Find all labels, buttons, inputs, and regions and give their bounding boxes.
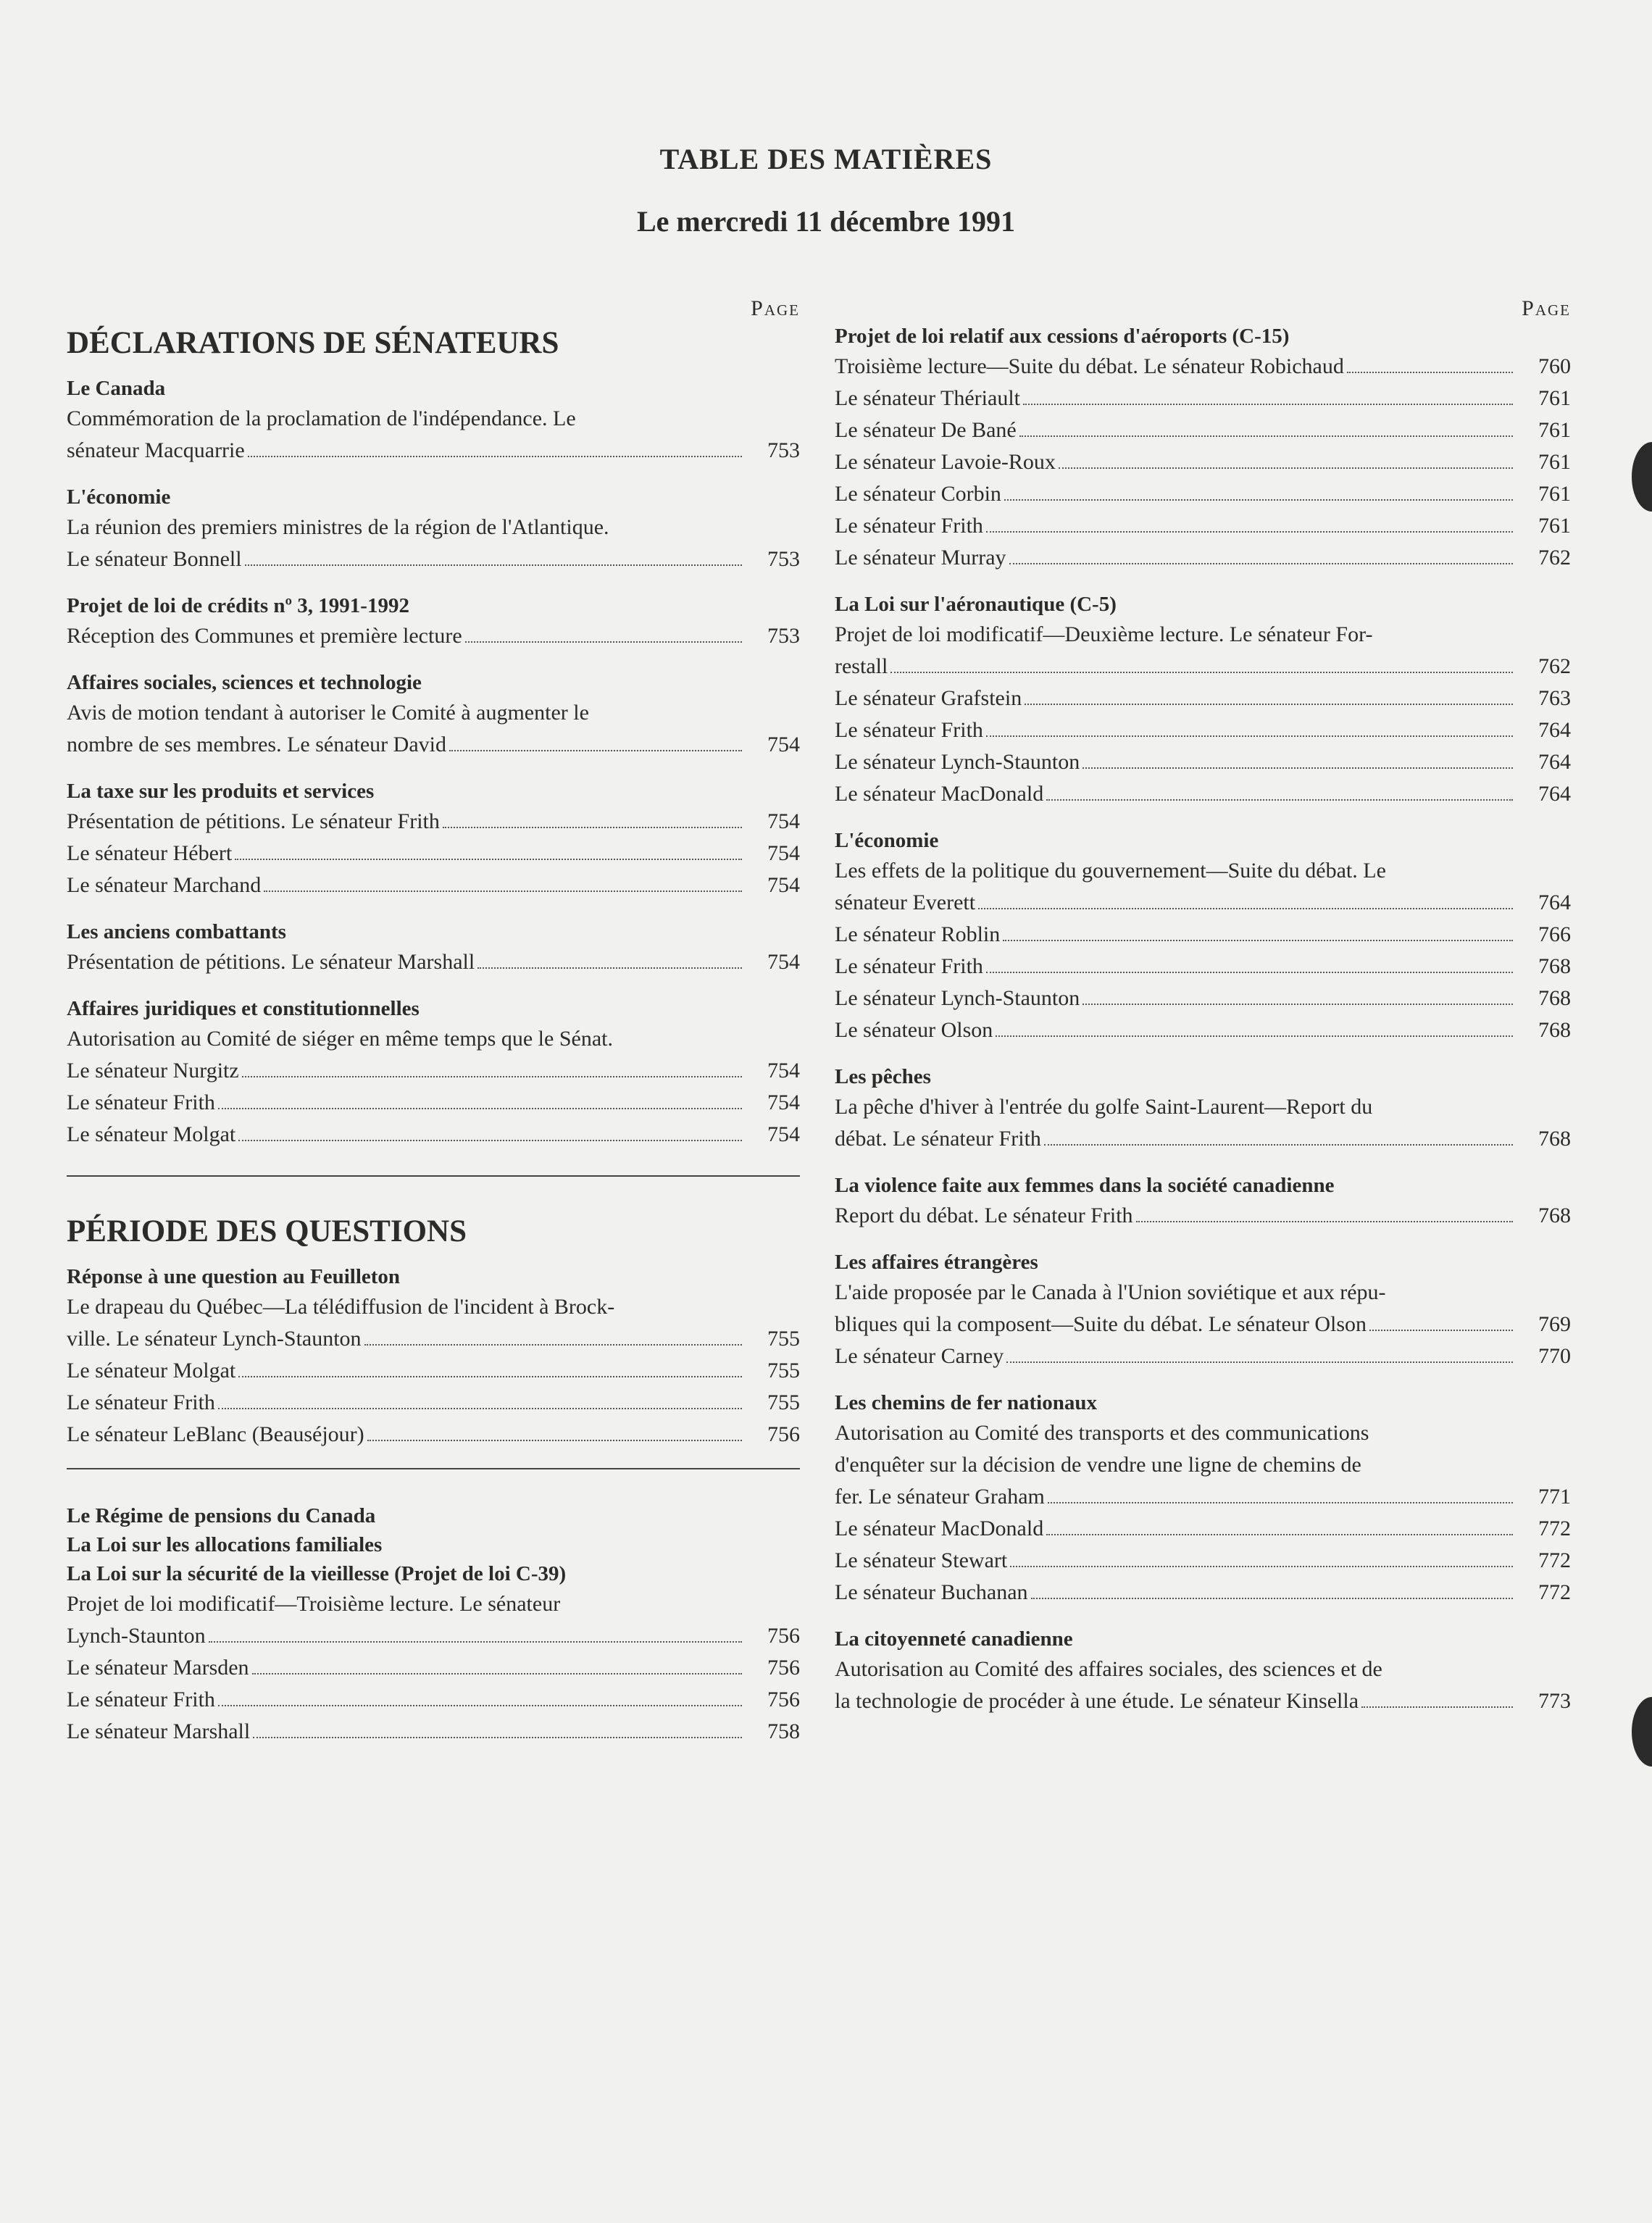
dot-leader xyxy=(1003,939,1513,941)
toc-entry xyxy=(835,1513,1571,1545)
section-title: L'économie xyxy=(67,485,171,509)
entry-text: Le sénateur Buchanan xyxy=(835,1580,1028,1604)
section-title: La citoyenneté canadienne xyxy=(835,1627,1073,1651)
entry-line: Autorisation au Comité des affaires sociales, des sciences et de xyxy=(835,1657,1382,1681)
dot-leader xyxy=(986,971,1513,973)
toc-entry xyxy=(835,478,1571,510)
dot-leader xyxy=(1010,1565,1513,1567)
page-number: 755 xyxy=(767,1327,800,1351)
dot-leader xyxy=(1048,1501,1513,1503)
page-number: 762 xyxy=(1538,654,1571,678)
dot-leader xyxy=(218,1704,742,1706)
toc-entry xyxy=(835,414,1571,446)
section-title: La taxe sur les produits et services xyxy=(67,780,375,803)
page-number: 756 xyxy=(767,1422,800,1446)
toc-entry xyxy=(67,1716,800,1748)
toc-entry xyxy=(67,1087,800,1119)
entry-text: Le sénateur Murray xyxy=(835,546,1006,570)
entry-text: sénateur Everett xyxy=(835,891,976,914)
page-number: 768 xyxy=(1538,954,1571,978)
page-number: 754 xyxy=(767,1122,800,1146)
entry-text: Le sénateur Carney xyxy=(835,1344,1004,1368)
page-number: 761 xyxy=(1538,514,1571,538)
toc-entry xyxy=(835,383,1571,414)
page-number: 763 xyxy=(1538,686,1571,710)
entry-line: Autorisation au Comité des transports et des communications xyxy=(835,1421,1369,1445)
section-divider xyxy=(67,1468,800,1469)
toc-section xyxy=(835,590,1571,810)
toc-section xyxy=(67,668,800,761)
toc-entry xyxy=(835,1481,1571,1513)
entry-text: bliques qui la composent—Suite du débat. Le sénateur Olson xyxy=(835,1312,1367,1336)
entry-text: Le sénateur De Bané xyxy=(835,418,1017,442)
entry-text: ville. Le sénateur Lynch-Staunton xyxy=(67,1327,362,1351)
entry-text: Réception des Communes et première lecture xyxy=(67,624,462,648)
dot-leader xyxy=(218,1107,742,1109)
dot-leader xyxy=(1004,499,1513,501)
entry-text: Le sénateur Frith xyxy=(67,1090,215,1114)
dot-leader xyxy=(996,1035,1513,1037)
toc-entry xyxy=(67,435,800,467)
entry-text: débat. Le sénateur Frith xyxy=(835,1127,1041,1151)
entry-text: fer. Le sénateur Graham xyxy=(835,1485,1045,1509)
entry-text: Le sénateur Frith xyxy=(67,1390,215,1414)
dot-leader xyxy=(1082,767,1513,769)
toc-entry xyxy=(67,1652,800,1684)
document-date: Le mercredi 11 décembre 1991 xyxy=(636,205,1016,238)
entry-line: Les effets de la politique du gouvernement—Suite du débat. Le xyxy=(835,859,1386,883)
page-number: 772 xyxy=(1538,1548,1571,1572)
dot-leader xyxy=(477,967,742,969)
toc-section xyxy=(835,1388,1571,1609)
section-title: La violence faite aux femmes dans la société canadienne xyxy=(835,1174,1335,1197)
page-number: 772 xyxy=(1538,1580,1571,1604)
group-heading: DÉCLARATIONS DE SÉNATEURS xyxy=(67,326,559,360)
entry-line: Avis de motion tendant à autoriser le Comité à augmenter le xyxy=(67,701,589,725)
document-title: TABLE DES MATIÈRES xyxy=(659,143,993,175)
dot-leader xyxy=(1031,1597,1513,1599)
entry-text: Le sénateur LeBlanc (Beauséjour) xyxy=(67,1422,364,1446)
dot-leader xyxy=(235,858,742,860)
entry-text: Le sénateur Nurgitz xyxy=(67,1059,239,1083)
left-content xyxy=(67,326,800,1748)
toc-section xyxy=(67,483,800,575)
dot-leader xyxy=(1046,1533,1513,1535)
dot-leader xyxy=(367,1439,742,1441)
toc-section xyxy=(835,1171,1571,1232)
entry-text: Le sénateur Frith xyxy=(835,514,983,538)
binder-tab-mark xyxy=(1632,442,1652,512)
page-number: 753 xyxy=(767,438,800,462)
page-number: 761 xyxy=(1538,386,1571,410)
toc-section xyxy=(67,1501,800,1748)
dot-leader xyxy=(1136,1220,1513,1222)
entry-text: la technologie de procéder à une étude. Le sénateur Kinsella xyxy=(835,1689,1359,1713)
page-number: 755 xyxy=(767,1359,800,1382)
toc-entry xyxy=(835,1200,1571,1232)
section-title: La Loi sur l'aéronautique (C-5) xyxy=(835,593,1117,616)
toc-entry xyxy=(835,446,1571,478)
page-column-header: Page xyxy=(751,296,800,320)
page-number: 772 xyxy=(1538,1517,1571,1540)
page-number: 771 xyxy=(1538,1485,1571,1509)
toc-entry xyxy=(67,543,800,575)
dot-leader xyxy=(238,1139,742,1141)
toc-entry xyxy=(67,1620,800,1652)
entry-text: Le sénateur Molgat xyxy=(67,1359,236,1382)
dot-leader xyxy=(1006,1361,1513,1363)
section-title: Les chemins de fer nationaux xyxy=(835,1391,1097,1414)
toc-entry xyxy=(835,1123,1571,1155)
toc-entry xyxy=(835,351,1571,383)
entry-line: Le drapeau du Québec—La télédiffusion de l'incident à Brock- xyxy=(67,1295,615,1319)
toc-section xyxy=(835,1248,1571,1372)
dot-leader xyxy=(1025,703,1513,705)
toc-entry xyxy=(835,683,1571,714)
entry-text: Le sénateur Marsden xyxy=(67,1656,249,1680)
section-title: Le Canada xyxy=(67,377,166,400)
page-number: 761 xyxy=(1538,450,1571,474)
page-number: 754 xyxy=(767,1090,800,1114)
page-number: 756 xyxy=(767,1624,800,1648)
page-number: 768 xyxy=(1538,1204,1571,1227)
toc-entry xyxy=(67,620,800,652)
entry-text: Présentation de pétitions. Le sénateur Marshall xyxy=(67,950,475,974)
dot-leader xyxy=(890,671,1513,673)
toc-entry xyxy=(835,714,1571,746)
page-number: 761 xyxy=(1538,418,1571,442)
page-number: 754 xyxy=(767,1059,800,1083)
dot-leader xyxy=(986,735,1513,737)
entry-line: d'enquêter sur la décision de vendre une ligne de chemins de xyxy=(835,1453,1361,1477)
page-number: 768 xyxy=(1538,1127,1571,1151)
toc-section xyxy=(67,591,800,652)
section-title: Affaires juridiques et constitutionnelles xyxy=(67,997,420,1020)
entry-text: Présentation de pétitions. Le sénateur Frith xyxy=(67,809,440,833)
page-column-header: Page xyxy=(1522,296,1571,320)
dot-leader xyxy=(1044,1143,1513,1146)
entry-text: Le sénateur Lynch-Staunton xyxy=(835,750,1080,774)
page-number: 756 xyxy=(767,1656,800,1680)
entry-line: Projet de loi modificatif—Troisième lecture. Le sénateur xyxy=(67,1592,561,1616)
toc-entry xyxy=(835,919,1571,951)
left-column xyxy=(67,296,800,1764)
toc-entry xyxy=(67,1387,800,1419)
dot-leader xyxy=(978,907,1513,909)
page-number: 760 xyxy=(1538,354,1571,378)
dot-leader xyxy=(1046,798,1513,801)
page-number: 764 xyxy=(1538,750,1571,774)
toc-section xyxy=(67,374,800,467)
toc-entry xyxy=(67,946,800,978)
entry-line: La réunion des premiers ministres de la région de l'Atlantique. xyxy=(67,515,609,539)
entry-text: Le sénateur Marchand xyxy=(67,873,262,897)
entry-text: sénateur Macquarrie xyxy=(67,438,245,462)
entry-text: Le sénateur Frith xyxy=(67,1688,215,1711)
toc-entry xyxy=(835,1685,1571,1717)
dot-leader xyxy=(443,826,742,828)
page-number: 753 xyxy=(767,547,800,571)
section-title: Réponse à une question au Feuilleton xyxy=(67,1265,401,1288)
section-title: Les pêches xyxy=(835,1065,931,1088)
page-number: 764 xyxy=(1538,782,1571,806)
toc-entry xyxy=(67,1119,800,1151)
toc-entry xyxy=(835,1309,1571,1340)
dot-leader xyxy=(1082,1003,1513,1005)
page-number: 758 xyxy=(767,1719,800,1743)
page-number: 754 xyxy=(767,873,800,897)
dot-leader xyxy=(248,455,742,457)
page-number: 755 xyxy=(767,1390,800,1414)
dot-leader xyxy=(1009,562,1513,564)
toc-entry xyxy=(67,1323,800,1355)
toc-section xyxy=(835,1624,1571,1717)
toc-section xyxy=(67,777,800,901)
toc-entry xyxy=(67,1355,800,1387)
page-number: 768 xyxy=(1538,986,1571,1010)
page-number: 764 xyxy=(1538,718,1571,742)
toc-section xyxy=(835,1062,1571,1155)
entry-text: Le sénateur Lynch-Staunton xyxy=(835,986,1080,1010)
entry-text: Le sénateur MacDonald xyxy=(835,782,1044,806)
dot-leader xyxy=(218,1407,742,1409)
toc-section xyxy=(67,917,800,978)
entry-text: Le sénateur Molgat xyxy=(67,1122,236,1146)
toc-entry xyxy=(835,1577,1571,1609)
page-number: 761 xyxy=(1538,482,1571,506)
section-title: Projet de loi relatif aux cessions d'aéroports (C-15) xyxy=(835,325,1290,348)
entry-text: Troisième lecture—Suite du débat. Le sénateur Robichaud xyxy=(835,354,1344,378)
entry-text: Le sénateur Corbin xyxy=(835,482,1001,506)
dot-leader xyxy=(245,564,742,566)
toc-entry xyxy=(835,1340,1571,1372)
toc-entry xyxy=(835,887,1571,919)
dot-leader xyxy=(209,1640,742,1643)
dot-leader xyxy=(465,641,742,643)
entry-line: Commémoration de la proclamation de l'indépendance. Le xyxy=(67,406,576,430)
toc-entry xyxy=(67,1055,800,1087)
page-number: 768 xyxy=(1538,1018,1571,1042)
page-number: 764 xyxy=(1538,891,1571,914)
entry-text: restall xyxy=(835,654,888,678)
entry-text: Le sénateur Frith xyxy=(835,718,983,742)
dot-leader xyxy=(252,1672,742,1674)
entry-line: La pêche d'hiver à l'entrée du golfe Saint-Laurent—Report du xyxy=(835,1095,1373,1119)
page-number: 754 xyxy=(767,809,800,833)
dot-leader xyxy=(1361,1706,1513,1708)
entry-text: Le sénateur Grafstein xyxy=(835,686,1022,710)
dot-leader xyxy=(264,890,742,892)
page-number: 754 xyxy=(767,841,800,865)
toc-entry xyxy=(835,542,1571,574)
toc-entry xyxy=(67,729,800,761)
section-title: Affaires sociales, sciences et technologie xyxy=(67,671,422,694)
toc-entry xyxy=(835,1014,1571,1046)
toc-section xyxy=(67,1262,800,1451)
toc-entry xyxy=(835,778,1571,810)
section-title: Les anciens combattants xyxy=(67,920,286,943)
section-title: L'économie xyxy=(835,829,939,852)
toc-entry xyxy=(67,1419,800,1451)
entry-text: Le sénateur Marshall xyxy=(67,1719,251,1743)
page-number: 756 xyxy=(767,1688,800,1711)
page-number: 769 xyxy=(1538,1312,1571,1336)
right-content xyxy=(835,322,1571,1717)
entry-text: Le sénateur Stewart xyxy=(835,1548,1008,1572)
section-title: Les affaires étrangères xyxy=(835,1251,1038,1274)
binder-tab-mark xyxy=(1632,1697,1652,1767)
page-number: 770 xyxy=(1538,1344,1571,1368)
entry-text: Le sénateur Frith xyxy=(835,954,983,978)
entry-line: Autorisation au Comité de siéger en même temps que le Sénat. xyxy=(67,1027,613,1051)
toc-entry xyxy=(67,806,800,838)
right-column xyxy=(835,296,1571,1733)
group-heading: PÉRIODE DES QUESTIONS xyxy=(67,1214,467,1248)
toc-section xyxy=(835,322,1571,574)
dot-leader xyxy=(1347,371,1513,373)
toc-entry xyxy=(835,510,1571,542)
page-number: 773 xyxy=(1538,1689,1571,1713)
page-number: 754 xyxy=(767,733,800,756)
entry-text: Le sénateur Bonnell xyxy=(67,547,242,571)
dot-leader xyxy=(253,1736,742,1738)
dot-leader xyxy=(242,1075,742,1077)
toc-section xyxy=(835,826,1571,1046)
dot-leader xyxy=(1019,435,1513,437)
dot-leader xyxy=(364,1343,742,1346)
entry-text: Le sénateur Lavoie-Roux xyxy=(835,450,1056,474)
entry-text: Lynch-Staunton xyxy=(67,1624,206,1648)
entry-line: L'aide proposée par le Canada à l'Union soviétique et aux répu- xyxy=(835,1280,1386,1304)
dot-leader xyxy=(986,530,1513,533)
toc-entry xyxy=(835,951,1571,983)
entry-text: Report du débat. Le sénateur Frith xyxy=(835,1204,1133,1227)
page-number: 766 xyxy=(1538,922,1571,946)
dot-leader xyxy=(449,749,742,751)
page-number: 753 xyxy=(767,624,800,648)
toc-entry xyxy=(67,1684,800,1716)
dot-leader xyxy=(1059,467,1513,469)
section-title: Projet de loi de crédits nº 3, 1991-1992 xyxy=(67,594,409,617)
dot-leader xyxy=(238,1375,742,1377)
entry-text: Le sénateur MacDonald xyxy=(835,1517,1044,1540)
section-title: La Loi sur les allocations familiales xyxy=(67,1533,383,1556)
entry-text: Le sénateur Olson xyxy=(835,1018,993,1042)
entry-line: Projet de loi modificatif—Deuxième lecture. Le sénateur For- xyxy=(835,622,1373,646)
entry-text: Le sénateur Hébert xyxy=(67,841,233,865)
entry-text: Le sénateur Roblin xyxy=(835,922,1001,946)
section-title: La Loi sur la sécurité de la vieillesse (Projet de loi C-39) xyxy=(67,1562,567,1585)
toc-entry xyxy=(67,838,800,869)
entry-text: Le sénateur Thériault xyxy=(835,386,1020,410)
dot-leader xyxy=(1369,1329,1513,1331)
section-divider xyxy=(67,1175,800,1177)
toc-section xyxy=(67,994,800,1151)
toc-entry xyxy=(835,983,1571,1014)
entry-text: nombre de ses membres. Le sénateur David xyxy=(67,733,446,756)
toc-entry xyxy=(835,746,1571,778)
section-title: Le Régime de pensions du Canada xyxy=(67,1504,376,1527)
page-number: 754 xyxy=(767,950,800,974)
toc-entry xyxy=(835,651,1571,683)
dot-leader xyxy=(1023,403,1513,405)
toc-entry xyxy=(67,869,800,901)
toc-entry xyxy=(835,1545,1571,1577)
page-number: 762 xyxy=(1538,546,1571,570)
